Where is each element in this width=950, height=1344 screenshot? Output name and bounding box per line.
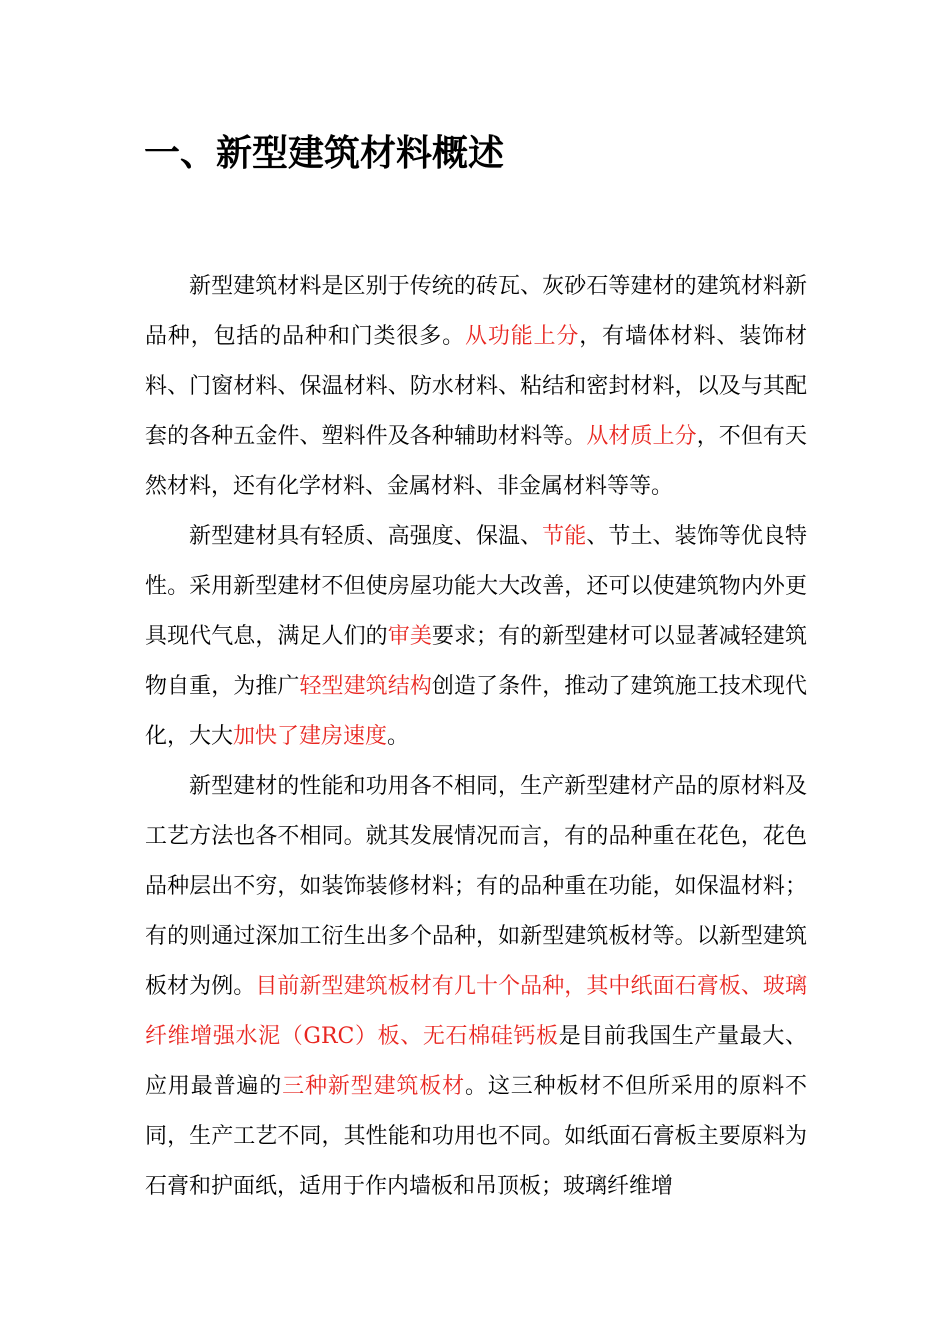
paragraph-1 [145,262,807,512]
text-segment: 新型建材的性能和功用各不相同，生产新型建材产品的原材料及工艺方法也各不相同。就其发展情况而言，有的品种重在花色，花色品种层出不穷，如装饰装修材料；有的品种重在功能，如保温材料；有的则通过深加工衍生出多个品种，如新型建筑板材等。以新型建筑板材为例。 [145,774,807,999]
text-segment: 新型建筑材料是区别于传统的砖瓦、灰砂石等建材的建筑材料新品种，包括的品种和门类很多。 [145,274,807,349]
text-segment: ，有墙体材料、装饰材料、门窗材料、保温材料、防水材料、粘结和密封材料，以及与其配套的各种五金件、塑料件及各种辅助材料等。 [145,324,807,449]
highlighted-text: 三种新型建筑板材 [282,1074,465,1099]
text-segment: 是目前我国生产量最大、应用最普遍的 [145,1024,807,1099]
highlighted-text: 从材质上分 [586,424,697,449]
text-segment: 要求；有的新型建材可以显著减轻建筑物自重，为推广 [145,624,807,699]
text-segment: 创造了条件，推动了建筑施工技术现代化，大大 [145,674,807,749]
highlighted-text: 轻型建筑结构 [299,674,432,699]
highlighted-text: 节能 [542,524,587,549]
paragraph-3 [145,762,807,1212]
text-segment: 。这三种板材不但所采用的原料不同，生产工艺不同，其性能和功用也不同。如纸面石膏板主要原料为石膏和护面纸，适用于作内墙板和吊顶板；玻璃纤维增 [145,1074,807,1199]
paragraph-2 [145,512,807,762]
text-segment: 、节土、装饰等优良特性。采用新型建材不但使房屋功能大大改善，还可以使建筑物内外更具现代气息，满足人们的 [145,524,807,649]
document-title: 一、新型建筑材料概述 [144,133,505,174]
highlighted-text: 从功能上分 [464,324,580,349]
text-segment: 。 [387,724,410,749]
text-segment: 新型建材具有轻质、高强度、保温、 [189,524,543,549]
highlighted-text: 加快了建房速度 [233,724,388,749]
highlighted-text: 目前新型建筑板材有几十个品种，其中纸面石膏板、玻璃纤维增强水泥（GRC）板、无石棉硅钙板 [145,974,807,1049]
text-segment: ，不但有天然材料，还有化学材料、金属材料、非金属材料等等。 [145,424,807,499]
highlighted-text: 审美 [387,624,432,649]
document-body [145,262,807,1212]
